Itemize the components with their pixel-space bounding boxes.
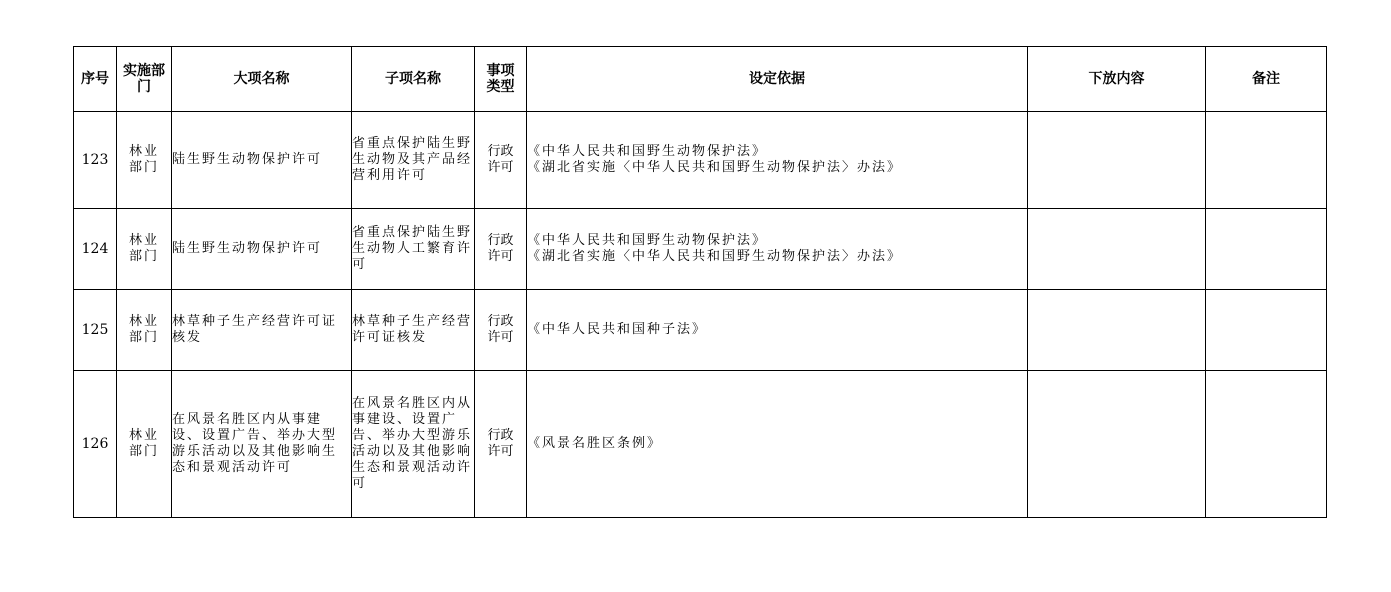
table-row xyxy=(74,209,1327,290)
cell-basis xyxy=(527,290,1028,371)
cell-delegate xyxy=(1028,371,1206,518)
cell-remark xyxy=(1206,290,1327,371)
header-sub: 子项名称 xyxy=(352,47,475,112)
cell-major: 陆生野生动物保护许可 xyxy=(172,112,352,209)
cell-major: 在风景名胜区内从事建设、设置广告、举办大型游乐活动以及其他影响生态和景观活动许可 xyxy=(172,371,352,518)
cell-dept: 林业部门 xyxy=(117,209,172,290)
cell-major: 林草种子生产经营许可证核发 xyxy=(172,290,352,371)
cell-dept: 林业部门 xyxy=(117,112,172,209)
items-table xyxy=(73,46,1327,518)
header-major: 大项名称 xyxy=(172,47,352,112)
cell-dept: 林业部门 xyxy=(117,290,172,371)
header-remark: 备注 xyxy=(1206,47,1327,112)
cell-seq: 124 xyxy=(74,209,117,290)
cell-sub: 省重点保护陆生野生动物及其产品经营利用许可 xyxy=(352,112,475,209)
basis-line: 《中华人民共和国野生动物保护法》 xyxy=(527,233,768,248)
header-delegate: 下放内容 xyxy=(1028,47,1206,112)
cell-delegate xyxy=(1028,290,1206,371)
cell-remark xyxy=(1206,209,1327,290)
cell-basis xyxy=(527,112,1028,209)
basis-line: 《湖北省实施〈中华人民共和国野生动物保护法〉办法》 xyxy=(527,160,903,175)
cell-type: 行政许可 xyxy=(475,209,527,290)
header-type: 事项类型 xyxy=(475,47,527,112)
table-row xyxy=(74,290,1327,371)
header-seq: 序号 xyxy=(74,47,117,112)
cell-major: 陆生野生动物保护许可 xyxy=(172,209,352,290)
table-row xyxy=(74,371,1327,518)
basis-line: 《湖北省实施〈中华人民共和国野生动物保护法〉办法》 xyxy=(527,249,903,264)
cell-sub: 在风景名胜区内从事建设、设置广告、举办大型游乐活动以及其他影响生态和景观活动许可 xyxy=(352,371,475,518)
header-row xyxy=(74,47,1327,112)
cell-type: 行政许可 xyxy=(475,371,527,518)
header-basis: 设定依据 xyxy=(527,47,1028,112)
cell-type: 行政许可 xyxy=(475,112,527,209)
cell-delegate xyxy=(1028,112,1206,209)
cell-remark xyxy=(1206,112,1327,209)
cell-seq: 125 xyxy=(74,290,117,371)
basis-line: 《中华人民共和国种子法》 xyxy=(527,322,708,337)
cell-sub: 省重点保护陆生野生动物人工繁育许可 xyxy=(352,209,475,290)
cell-seq: 126 xyxy=(74,371,117,518)
cell-basis xyxy=(527,209,1028,290)
cell-type: 行政许可 xyxy=(475,290,527,371)
cell-seq: 123 xyxy=(74,112,117,209)
basis-line: 《中华人民共和国野生动物保护法》 xyxy=(527,144,768,159)
cell-dept: 林业部门 xyxy=(117,371,172,518)
cell-delegate xyxy=(1028,209,1206,290)
header-dept: 实施部门 xyxy=(117,47,172,112)
cell-sub: 林草种子生产经营许可证核发 xyxy=(352,290,475,371)
cell-remark xyxy=(1206,371,1327,518)
cell-basis xyxy=(527,371,1028,518)
basis-line: 《风景名胜区条例》 xyxy=(527,436,663,451)
table-row xyxy=(74,112,1327,209)
